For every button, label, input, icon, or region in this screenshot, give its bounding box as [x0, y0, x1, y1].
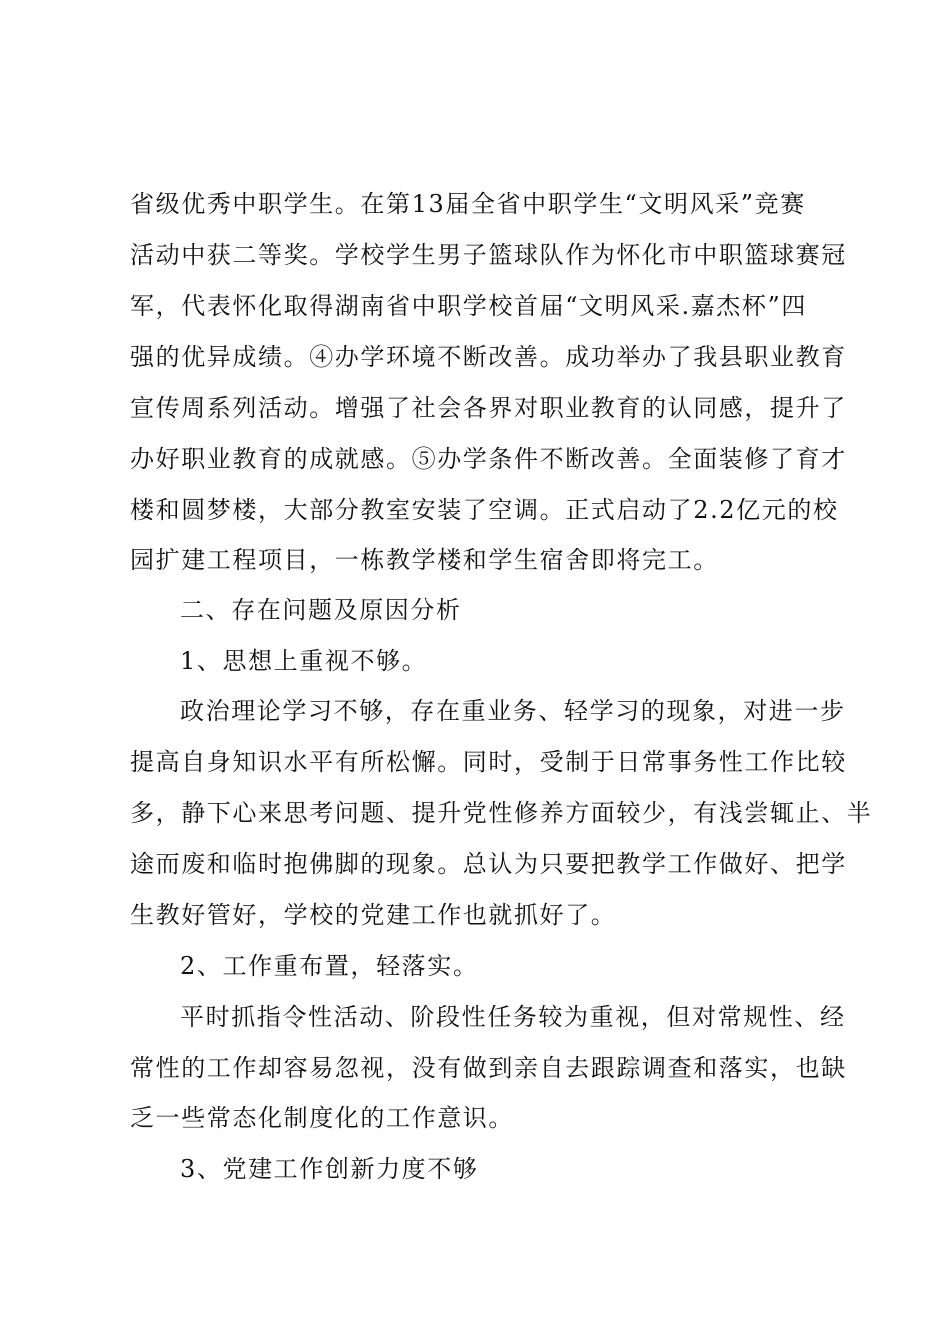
paragraph-line: 活动中获二等奖。学校学生男子篮球队作为怀化市中职篮球赛冠	[130, 241, 847, 269]
paragraph-line: 生教好管好，学校的党建工作也就抓好了。	[130, 901, 617, 929]
paragraph-line: 多，静下心来思考问题、提升党性修养方面较少，有浅尝辄止、半	[130, 799, 873, 827]
paragraph-line: 宣传周系列活动。增强了社会各界对职业教育的认同感，提升了	[130, 394, 847, 422]
paragraph-line: 楼和圆梦楼，大部分教室安装了空调。正式启动了2.2亿元的校	[130, 496, 839, 524]
section-heading: 二、存在问题及原因分析	[180, 596, 462, 624]
subsection-heading: 1、思想上重视不够。	[180, 647, 428, 675]
paragraph-line: 常性的工作却容易忽视，没有做到亲自去跟踪调查和落实，也缺	[130, 1054, 847, 1082]
paragraph-line: 园扩建工程项目，一栋教学楼和学生宿舍即将完工。	[130, 546, 719, 574]
subsection-heading: 2、工作重布置，轻落实。	[180, 952, 479, 980]
paragraph-line: 途而废和临时抱佛脚的现象。总认为只要把教学工作做好、把学	[130, 850, 847, 878]
paragraph-line: 办好职业教育的成就感。⑤办学条件不断改善。全面装修了育才	[130, 445, 847, 473]
subsection-heading: 3、党建工作创新力度不够	[180, 1155, 479, 1183]
paragraph-line: 政治理论学习不够，存在重业务、轻学习的现象，对进一步	[180, 697, 846, 725]
paragraph-line: 提高自身知识水平有所松懈。同时，受制于日常事务性工作比较	[130, 748, 847, 776]
paragraph-line: 省级优秀中职学生。在第13届全省中职学生“文明风采”竞赛	[130, 190, 806, 218]
paragraph-line: 军，代表怀化取得湖南省中职学校首届“文明风采.嘉杰杯”四	[130, 292, 807, 320]
paragraph-line: 平时抓指令性活动、阶段性任务较为重视，但对常规性、经	[180, 1003, 846, 1031]
paragraph-line: 乏一些常态化制度化的工作意识。	[130, 1104, 514, 1132]
paragraph-line: 强的优异成绩。④办学环境不断改善。成功举办了我县职业教育	[130, 343, 847, 371]
